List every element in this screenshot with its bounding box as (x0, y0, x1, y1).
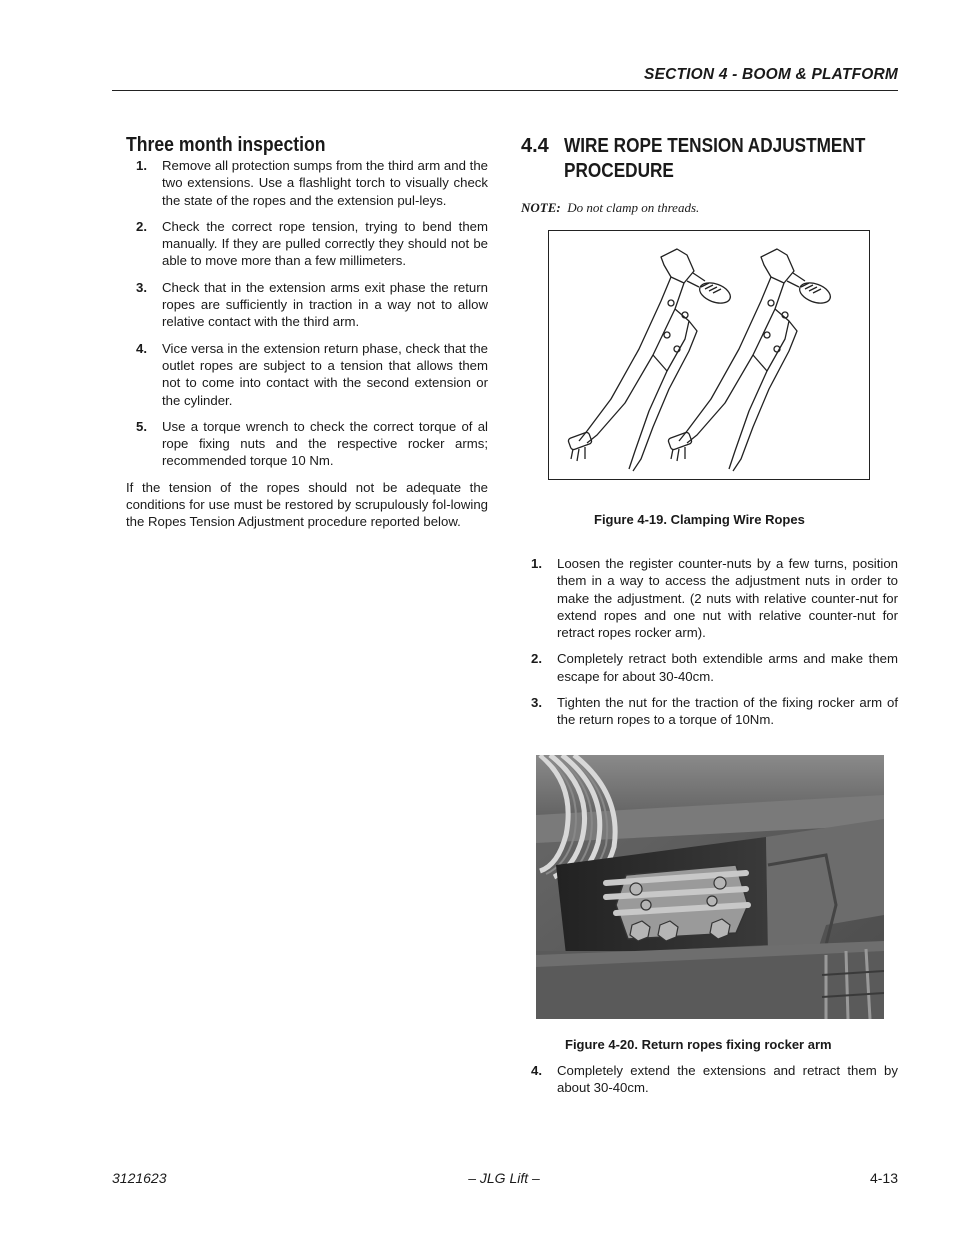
step-text: Remove all protection sumps from the third arm and the two extensions. Use a flashlight torch to visually check the state of the ropes and the extension pul-leys. (162, 158, 488, 208)
rocker-arm-photo-illustration (536, 755, 884, 1019)
list-item (521, 694, 898, 729)
list-item (126, 418, 488, 470)
page-header (112, 64, 898, 91)
list-item (126, 157, 488, 209)
clamping-wire-ropes-figure (548, 230, 870, 480)
step-number: 1. (136, 158, 147, 173)
inspection-steps (126, 157, 488, 470)
figure-4-19-caption: Figure 4-19. Clamping Wire Ropes (594, 512, 805, 527)
list-item (521, 555, 898, 641)
step-text: Vice versa in the extension return phase, check that the outlet ropes are subject to a tension that allows them not to come into contact with the second extension or the cylinder. (162, 340, 488, 408)
section-number: 4.4 (521, 135, 549, 157)
note-label: NOTE: (521, 200, 561, 215)
footer-center: – JLG Lift – (468, 1170, 540, 1186)
step-text: Check that in the extension arms exit phase the return ropes are sufficiently in traction in a way not to allow relative contact with the third arm. (162, 279, 488, 330)
note (521, 200, 898, 216)
three-month-inspection-heading: Three month inspection (126, 134, 326, 156)
list-item (126, 340, 488, 409)
adjustment-steps (521, 555, 898, 738)
list-item (521, 1062, 898, 1097)
adjustment-steps-continued (521, 1062, 898, 1106)
list-item (521, 650, 898, 685)
step-number: 3. (136, 279, 147, 295)
step-text: Use a torque wrench to check the correct torque of al rope fixing nuts and the respective rocker arms; recommended torque 10 Nm. (162, 418, 488, 469)
list-item (126, 218, 488, 270)
step-text: Check the correct rope tension, trying to bend them manually. If they are pulled correctly they should not be able to move more than a few millimeters. (162, 218, 488, 269)
tension-paragraph: If the tension of the ropes should not be adequate the conditions for use must be restored by scrupulously fol-lowing the Ropes Tension Adjustment procedure reported below. (126, 479, 488, 530)
doc-number: 3121623 (112, 1170, 167, 1186)
page-number: 4-13 (869, 1170, 898, 1186)
list-item (126, 279, 488, 331)
locking-pliers-illustration (549, 231, 869, 479)
step-number: 4. (136, 340, 147, 356)
step-number: 2. (531, 651, 542, 667)
note-text: Do not clamp on threads. (567, 200, 700, 215)
return-ropes-rocker-arm-photo (536, 755, 884, 1019)
step-number: 1. (531, 556, 542, 571)
right-column (521, 134, 898, 216)
step-text: Completely extend the extensions and retract them by about 30-40cm. (557, 1063, 898, 1096)
step-number: 3. (531, 695, 542, 711)
figure-4-20-caption: Figure 4-20. Return ropes fixing rocker arm (565, 1037, 832, 1052)
left-column (126, 134, 488, 531)
locking-pliers-right (668, 249, 834, 471)
step-text: Tighten the nut for the traction of the fixing rocker arm of the return ropes to a torque of 10Nm. (557, 695, 898, 728)
step-text: Loosen the register counter-nuts by a few turns, position them in a way to access the adjustment nuts in order to make the adjustment. (2 nuts with relative counter-nut for extend ropes and one nut with relative counter-nut for retract ropes rocker arm). (557, 556, 898, 641)
step-number: 5. (136, 418, 147, 434)
section-title-line1: WIRE ROPE TENSION ADJUSTMENT (564, 135, 866, 157)
section-header: SECTION 4 - BOOM & PLATFORM (644, 66, 898, 83)
step-text: Completely retract both extendible arms and make them escape for about 30-40cm. (557, 651, 898, 684)
step-number: 4. (531, 1063, 542, 1078)
step-number: 2. (136, 218, 147, 234)
section-title (521, 134, 898, 184)
locking-pliers-left (568, 249, 734, 471)
section-title-line2: PROCEDURE (564, 160, 674, 182)
